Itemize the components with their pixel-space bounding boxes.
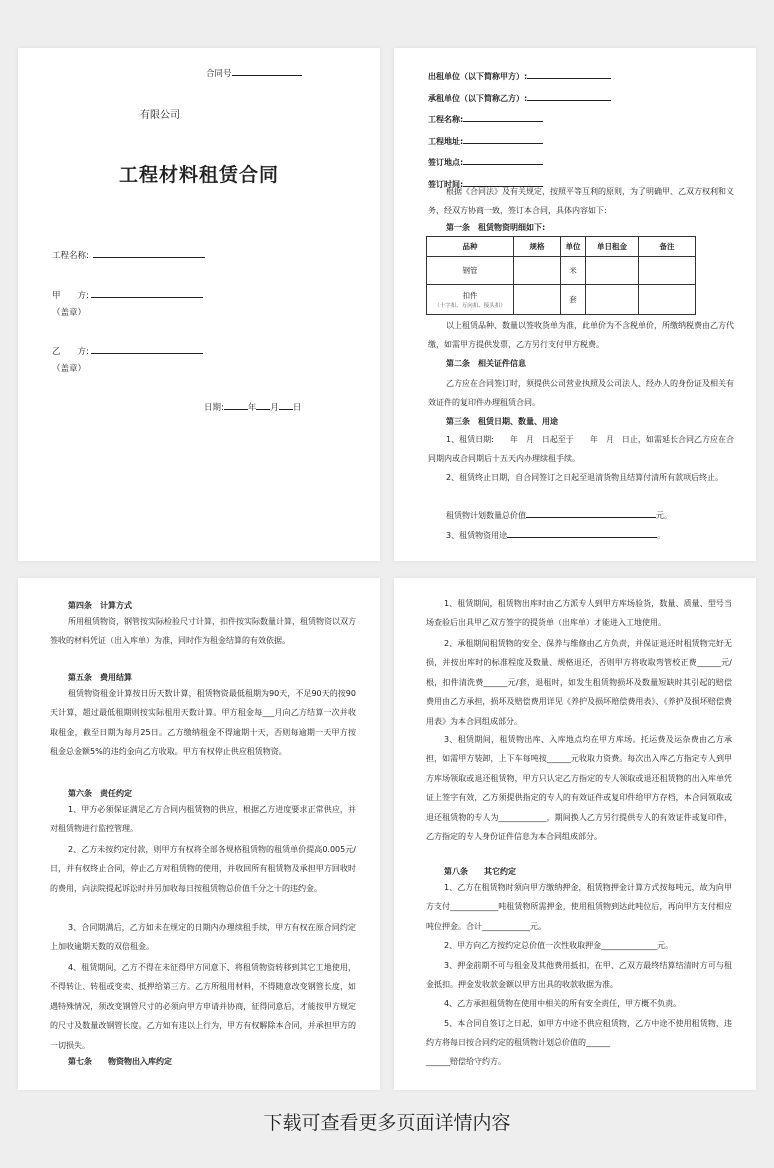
contract-page-4 [394,578,756,1090]
sign-time-line: 签订时间: [428,174,611,196]
article-6-item-1: 1、甲方必须保证满足乙方合同内租赁物的供应，根据乙方进度要求正常供应，并对租赁物进行监控管理。 [50,805,356,834]
intro-paragraph: 根据《合同法》及有关规定，按照平等互利的原则，为了明确甲、乙双方权利和义务，经双方协商一致，签订本合同，具体内容如下: [428,187,734,216]
contract-title: 工程材料租赁合同 [118,164,279,186]
article-7-item-1: 1、租赁期间，租赁物出库时由乙方派专人到甲方库场验货，数量、质量、型号当场查验后出具甲乙双方签字的提货单（出库单）才能进入工地使用。 [426,599,732,628]
table-cell [586,285,639,315]
table-cell [639,285,696,315]
article-6-item-4: 4、租赁期间，乙方不得在未征得甲方同意下、将租赁物资转移到其它工地使用，不得转让、转租或变卖、抵押给第三方。乙方所租用材料，不得随意改变钢管长度，如遇特殊情况，须改变钢管尺寸的必须向甲方申请并协商，征得同意后，才能按甲方规定的尺寸及数量改钢管长度。乙方如有违以上行为，甲方有权解除本合同，并承担甲方的一切损失。 [50,963,356,1050]
table-cell: 钢管 [427,257,514,285]
contract-page-3 [18,578,380,1090]
article-8-item-2: 2、甲方向乙方按约定总价值一次性收取押金______________元。 [444,941,674,950]
lessee-line: 承租单位（以下简称乙方）: [428,88,611,110]
article-3-usage: 3、租赁物资用途 。 [446,526,665,545]
download-more-caption[interactable]: 下载可查看更多页面详情内容 [263,1112,511,1134]
table-header: 备注 [639,237,696,257]
table-header-row [427,237,696,257]
article-3-date: 1、租赁日期: 年 月 日起至于 年 月 日止，如需延长合同乙方应在合同期内或合同期后十五天内办理续租手续。 [428,435,734,464]
article-8-item-5-end: ______赔偿给守约方。 [426,1057,506,1066]
table-cell [639,257,696,285]
sign-place-line: 签订地点: [428,152,611,174]
table-header: 规格 [514,237,561,257]
article-8-item-3: 3、押金前期不可与租金及其他费用抵扣，在甲、乙双方最终结算结清时方可与租金抵扣。押金发收款金额以甲方出具的收款收据为准。 [426,961,732,990]
party-info-block [428,66,611,195]
table-header: 单日租金 [586,237,639,257]
article-7-item-2: 2、承租期间租赁物的安全、保养与维修由乙方负责，并保证退还时租赁物完好无损，并按出库时的标准程度及数量、规格退还，否则甲方将收取弯管校正费______元/根，扣件清洗费______元/套，退租时，如发生租赁物损坏及数量短缺时其引起的赔偿费用由乙方承担，损坏及赔偿费用详见《养护及损坏赔偿费用表》、《养护及损坏赔偿费用表》为本合同组成部分。 [426,639,732,726]
contract-page-2 [394,48,756,561]
article-3-total-value: 租赁物计划数量总价值 元。 [446,506,672,525]
company-name: 有限公司 [140,110,180,121]
table-header: 单位 [561,237,586,257]
lessor-line: 出租单位（以下简称甲方）: [428,66,611,88]
article-7-heading: 第七条 物资物出入库约定 [68,1057,172,1066]
article-8-item-1: 1、乙方在租赁物时须向甲方缴纳押金，租赁物押金计算方式按每吨元，故为向甲方支付____________吨租赁物所需押金，使用租赁物到达此吨位后，再向甲方支付相应吨位押金。合计____________元。 [426,883,732,931]
table-row [427,257,696,285]
table-cell [586,257,639,285]
party-a-line: 甲 方: [52,286,203,306]
article-4-text: 所用租赁物资，钢管按实际检验尺寸计算，扣件按实际数量计算，租赁物资以双方签收的材料凭证（出入库单）为准，同时作为租金结算的有效依据。 [50,617,356,646]
table-row [427,285,696,315]
article-2-text: 乙方应在合同签订时，须提供公司营业执照及公司法人、经办人的身份证及相关有效证件的复印件办理租赁合同。 [428,379,734,408]
article-8-item-5: 5、本合同自签订之日起，如甲方中途不供应租赁物，乙方中途不使用租赁物，违约方将每日按合同约定的租赁物计划总价值的______ [426,1019,732,1048]
article-6-item-2: 2、乙方未按约定付款，则甲方有权将全部各规格租赁物的租赁单价提高0.005元/日，并有权终止合同，停止乙方对租赁物的使用，并收回所有租赁物及承担甲方回收时的费用，向法院提起诉讼时并另加收每日按租赁物总价值千分之十的违约金。 [50,845,356,893]
table-cell [514,285,561,315]
article-4-heading: 第四条 计算方式 [68,601,132,610]
party-b-seal: （盖章） [52,364,87,374]
contract-number-line: 合同号 [206,64,302,84]
date-line: 日期: 年 月 日 [204,398,301,418]
project-name-line: 工程名称: [52,246,205,266]
table-cell: 套 [561,285,586,315]
article-3-termination: 2、租赁终止日期，自合同签订之日起至退清货物且结算付清所有款项后终止。 [446,473,724,482]
table-cell: 扣件 （十字扣、万向扣、接头扣） [427,285,514,315]
party-b-line: 乙 方: [52,342,203,362]
article-3-heading: 第三条 租赁日期、数量、用途 [446,417,558,426]
article-8-heading: 第八条 其它约定 [444,867,516,876]
article-5-text: 租赁物资租金计算按日历天数计算，租赁物资最低租期为90天，不足90天的按90天计算，超过最低租期则按实际租用天数计算。甲方租金每___月向乙方结算一次并收取租金，截至日期为每月25日。乙方缴纳租金不得逾期十天，否则每逾期一天甲方按租金总金额5%的违约金向乙方收取。甲方有权停止供应租赁物资。 [50,689,356,757]
article-6-heading: 第六条 责任约定 [68,789,132,798]
table-cell: 米 [561,257,586,285]
article-7-item-3: 3、租赁期间，租赁物出库、入库地点均在甲方库场。托运费及运杂费由乙方承担，如需甲方装卸，上下车每吨按______元收取力资费。每次出入库乙方指定专人到甲方库场领取或退还租赁物，甲方只认定乙方指定的专人领取或退还租赁物的出入库单凭证上签字有效，乙方须提供指定的专人的有效证件或复印件给甲方存档，本合同领取或退还租赁物的专人为____________，期间换人乙方另行提供专人的有效证件或复印件，乙方指定的专人身份证件信息为本合同组成部分。 [426,735,732,842]
table-cell [514,257,561,285]
party-a-seal: （盖章） [52,308,87,318]
contract-cover-page [18,48,380,561]
article-1-text: 以上租赁品种、数量以签收货单为准，此单价为不含税单价，所缴纳税费由乙方代缴，如需甲方提供发票，乙方另行支付甲方税费。 [428,321,734,350]
article-6-item-3: 3、合同期满后，乙方如未在规定的日期内办理续租手续，甲方有权在原合同约定上加收逾期天数的双倍租金。 [50,923,356,952]
table-header: 品种 [427,237,514,257]
article-5-heading: 第五条 费用结算 [68,673,132,682]
project-name-line: 工程名称: [428,109,611,131]
article-2-heading: 第二条 相关证件信息 [446,359,526,368]
project-address-line: 工程地址: [428,131,611,153]
article-1-heading: 第一条 租赁物资明细如下: [446,223,546,232]
article-8-item-4: 4、乙方承担租赁物在使用中相关的所有安全责任，甲方概不负责。 [444,999,682,1008]
rental-items-table [426,236,696,315]
